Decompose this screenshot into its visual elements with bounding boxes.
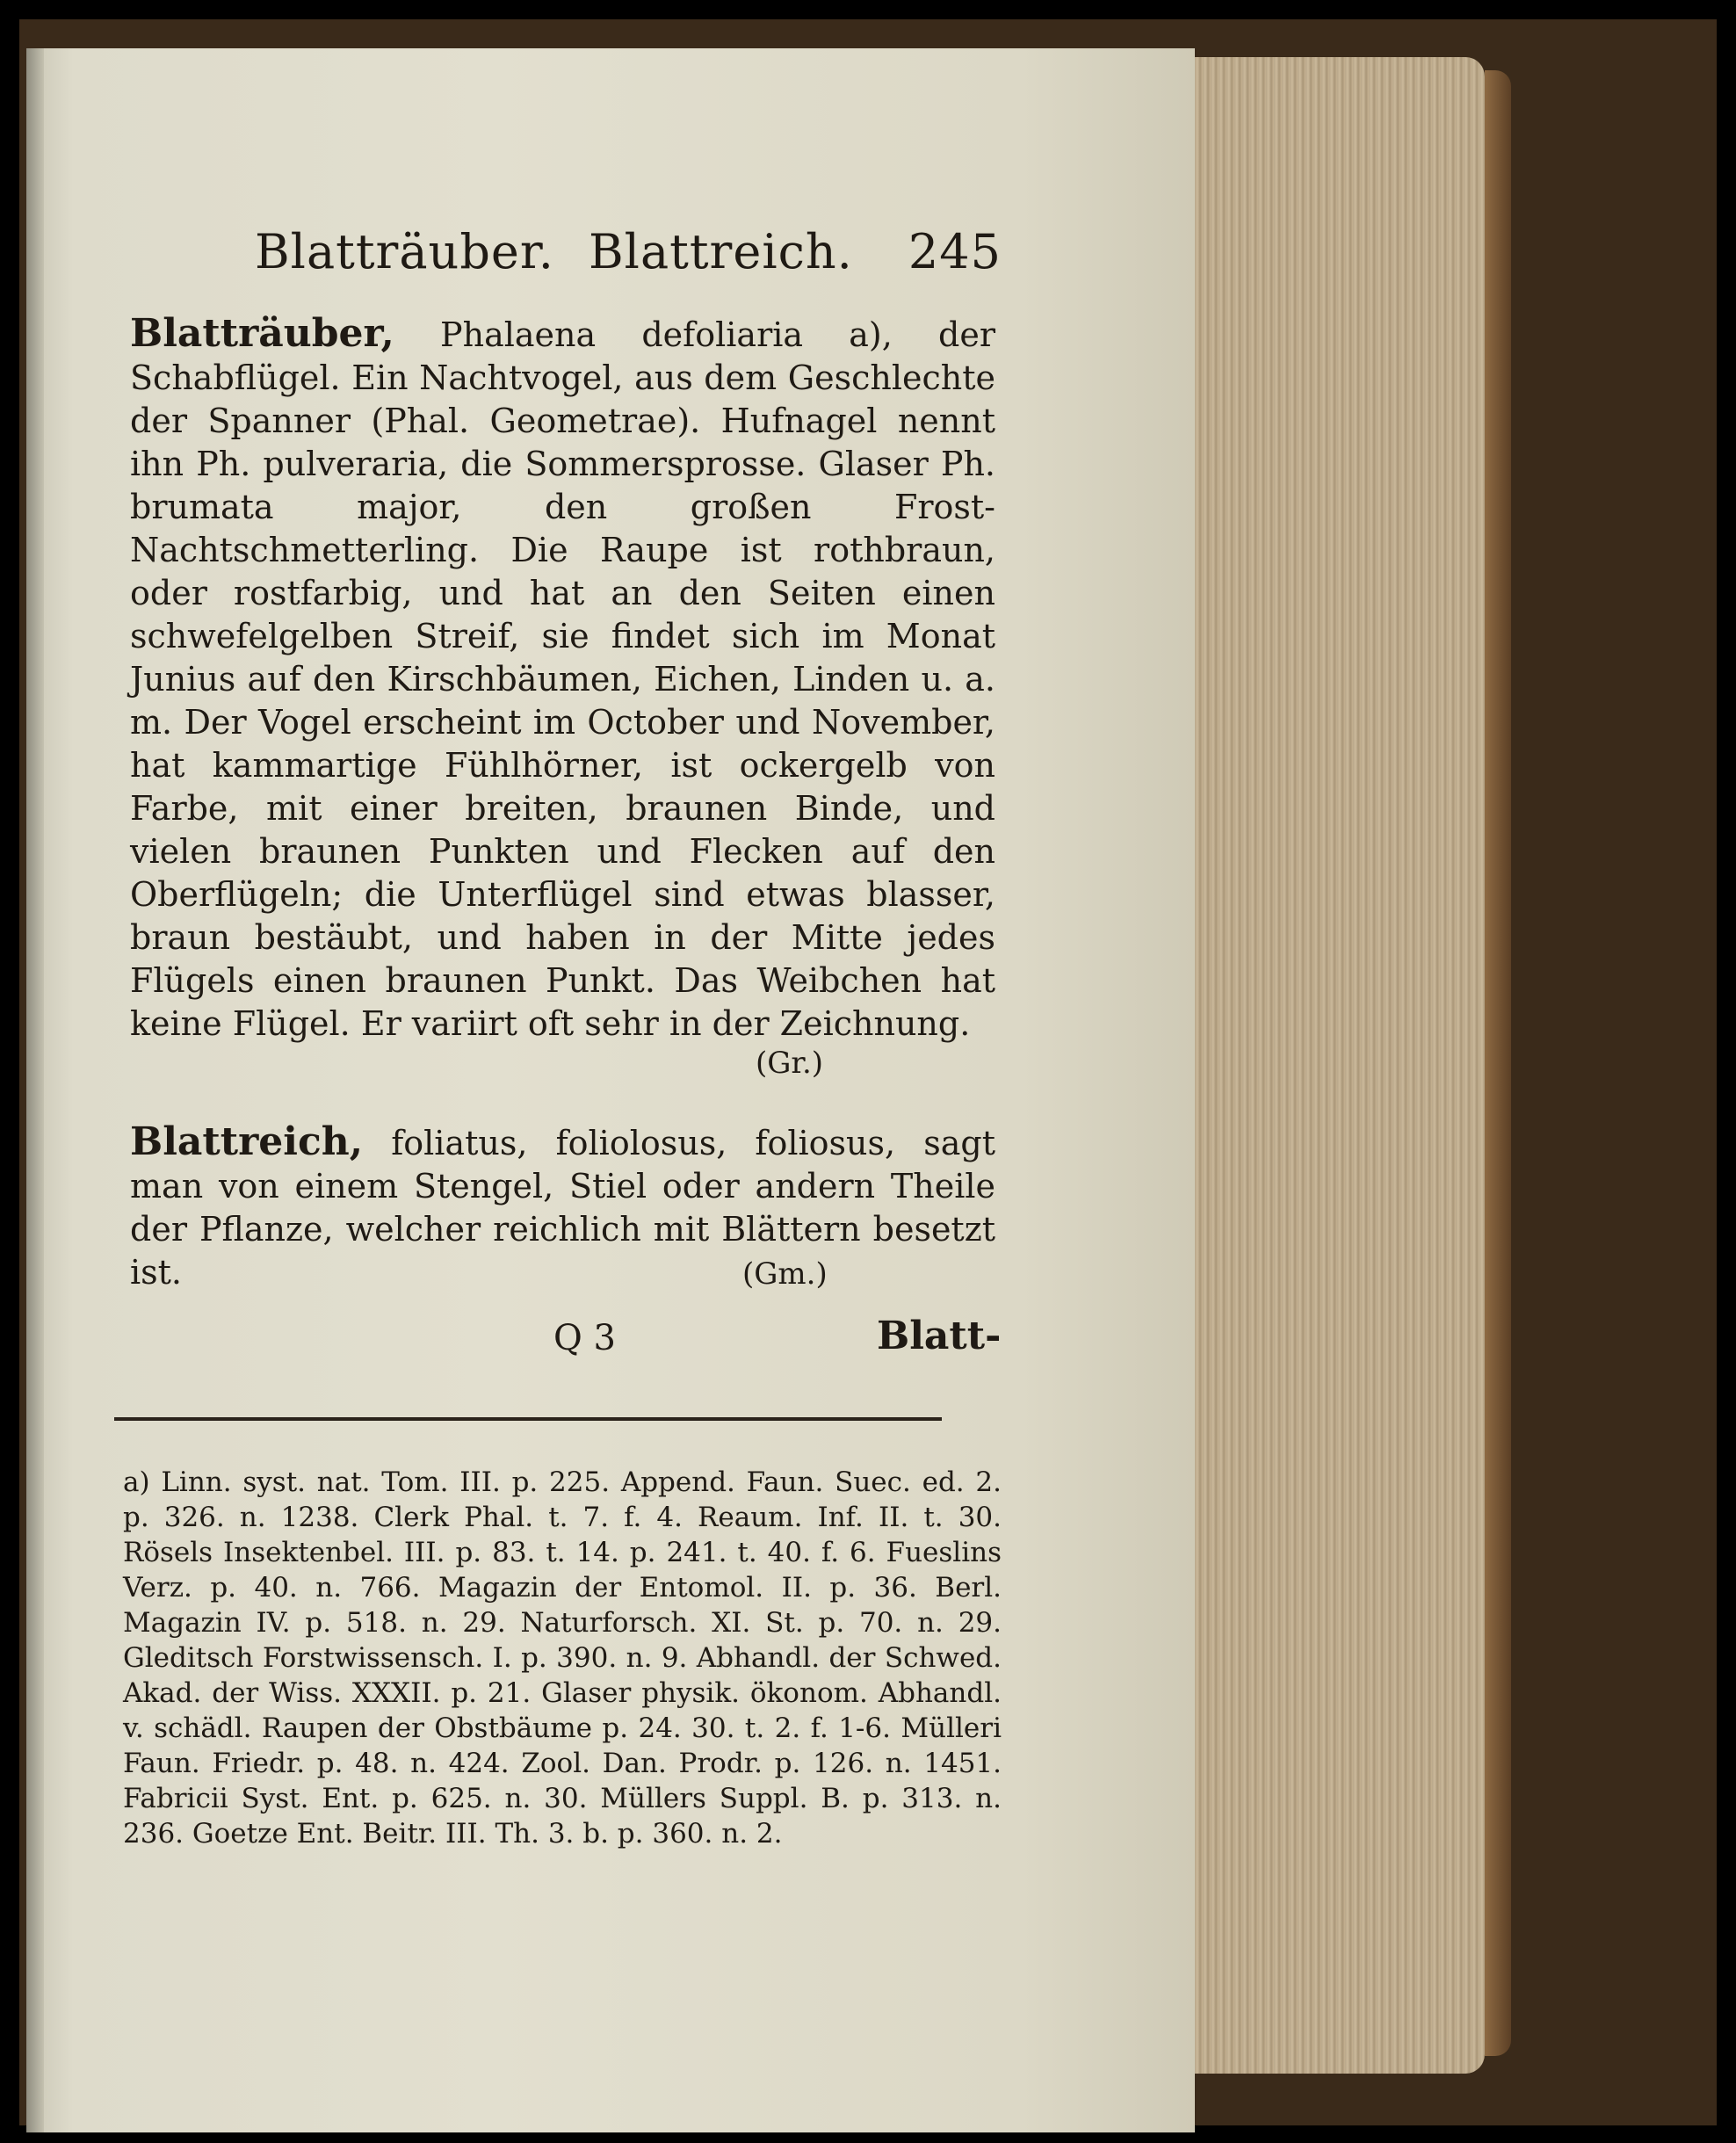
entry-keyword: Blattreich, — [130, 1119, 364, 1164]
page-gutter — [26, 48, 44, 2132]
running-title-right: Blattreich. — [589, 224, 853, 279]
signature-mark: Q 3 — [553, 1318, 616, 1358]
running-title-left: Blatträuber. — [255, 224, 554, 279]
book-cover-edge — [1485, 70, 1511, 2056]
running-header — [255, 224, 1002, 294]
catchword: Blatt- — [877, 1314, 1002, 1358]
entry-text: Phalaena defoliaria a), der Schabflügel. Ein Nachtvogel, aus dem Geschlechte der Spanner (Phal. Geometrae). Hufnagel nennt ihn Ph. pulveraria, die Sommersprosse. Glaser Ph. brumata major, den großen Frost-Nachtschmetterling. Die Raupe ist rothbraun, oder rostfarbig, und hat an den Seiten einen schwefelgelben Streif, sie findet sich im Monat Junius auf den Kirschbäumen, Eichen, Linden u. a. m. Der Vogel erscheint im October und November, hat kammartige Fühlhörner, ist ockergelb von Farbe, mit einer breiten, braunen Binde, und vielen braunen Punkten und Flecken auf den Oberflügeln; die Unterflügel sind etwas blasser, braun bestäubt, und haben in der Mitte jedes Flügels einen braunen Punkt. Das Weibchen hat keine Flügel. Er variirt oft sehr in der Zeichnung. — [130, 315, 995, 1043]
page-number: 245 — [908, 224, 1002, 279]
book-fore-edge — [1195, 57, 1485, 2074]
entry-text: foliatus, foliolosus, foliosus, sagt man von einem Stengel, Stiel oder andern Theile der Pflanze, welcher reichlich mit Blättern besetzt ist. — [130, 1124, 995, 1292]
entry-keyword: Blatträuber, — [130, 311, 394, 356]
author-signature: (Gm.) — [742, 1256, 828, 1292]
author-signature: (Gr.) — [756, 1046, 824, 1081]
footnote-rule — [114, 1417, 942, 1421]
book-page — [26, 48, 1195, 2132]
entry-blattraeuber — [130, 312, 995, 1046]
entry-blattreich — [130, 1120, 995, 1294]
footnote: a) Linn. syst. nat. Tom. III. p. 225. Append. Faun. Suec. ed. 2. p. 326. n. 1238. Clerk Phal. t. 7. f. 4. Reaum. Inf. II. t. 30. Rösels Insektenbel. III. p. 83. t. 14. p. 241. t. 40. f. 6. Fueslins Verz. p. 40. n. 766. Magazin der Entomol. II. p. 36. Berl. Magazin IV. p. 518. n. 29. Naturforsch. XI. St. p. 70. n. 29. Gleditsch Forstwissensch. I. p. 390. n. 9. Abhandl. der Schwed. Akad. der Wiss. XXXII. p. 21. Glaser physik. ökonom. Abhandl. v. schädl. Raupen der Obstbäume p. 24. 30. t. 2. f. 1-6. Mülleri Faun. Friedr. p. 48. n. 424. Zool. Dan. Prodr. p. 126. n. 1451. Fabricii Syst. Ent. p. 625. n. 30. Müllers Suppl. B. p. 313. n. 236. Goetze Ent. Beitr. III. Th. 3. b. p. 360. n. 2. — [123, 1466, 1002, 1850]
